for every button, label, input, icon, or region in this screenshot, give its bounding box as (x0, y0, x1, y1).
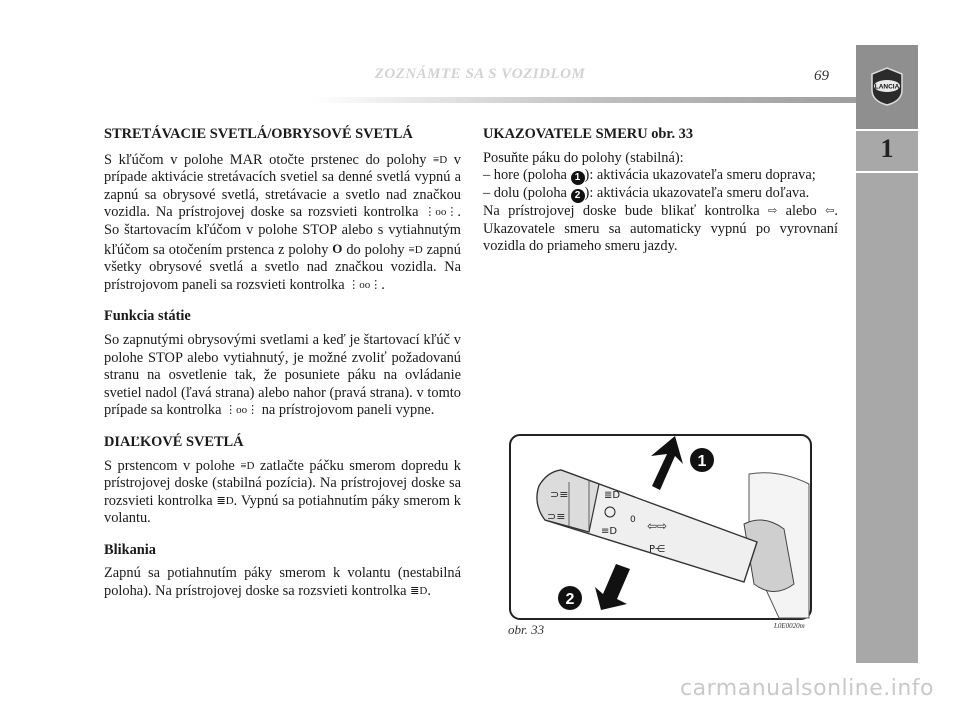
watermark: carmanualsonline.info (680, 676, 934, 701)
side-light-icon: ⋮oo⋮ (424, 206, 458, 219)
position-1-badge: 1 (571, 171, 585, 185)
side-light-icon: ⋮oo⋮ (348, 278, 382, 291)
section-number[interactable]: 1 (880, 134, 894, 163)
figure-code: L0E0020m (774, 622, 805, 630)
paragraph (104, 565, 461, 600)
text: ): aktivácia ukazovateľa smeru doprava; (584, 167, 816, 184)
running-header-title: ZOZNÁMTE SA S VOZIDLOM (374, 66, 586, 82)
text: . Vypnú sa potiahnutím páky smerom k volantu. (104, 492, 461, 527)
zero-mark: 0 (630, 515, 636, 525)
side-light-icon: ⋮oo⋮ (225, 404, 259, 417)
text: na prístrojovom paneli vypne. (261, 402, 435, 419)
parking-light-icon: P⋲ (649, 544, 666, 555)
fog-light-icon: ⊃≡ (550, 488, 569, 501)
text: . (381, 276, 385, 293)
text: alebo (785, 203, 817, 220)
lancia-logo (869, 66, 905, 106)
page-number: 69 (814, 68, 829, 84)
section-heading: UKAZOVATELE SMERU obr. 33 (483, 126, 694, 142)
tab-divider (856, 171, 918, 173)
position-1-label: 1 (697, 453, 707, 470)
turn-right-icon: ⇨ (768, 205, 778, 218)
text: – hore (poloha (483, 167, 567, 184)
low-beam-icon: ≡D (408, 243, 423, 256)
subheading: Blikania (104, 541, 156, 558)
off-position-icon: O (332, 240, 343, 256)
text: . (427, 583, 431, 600)
paragraph (104, 152, 461, 295)
low-beam-icon: ≡D (601, 526, 618, 537)
tab-divider (856, 129, 918, 131)
text: S kľúčom v polohe MAR otočte prstenec do polohy (104, 151, 427, 168)
text: . So štartovacím kľúčom v polohe STOP alebo s vytiahnutým kľúčom sa otočením prstenca z polohy (104, 204, 461, 258)
paragraph (483, 167, 838, 185)
subheading: Funkcia státie (104, 308, 191, 325)
low-beam-icon: ≡D (240, 459, 255, 472)
right-column (483, 126, 838, 256)
text: zapnú všetky obrysové svetlá a svetlo nad značkou vozidla. Na prístrojovom paneli sa rozsvieti kontrolka (104, 241, 461, 293)
stalk-illustration (509, 434, 812, 620)
paragraph: Posuňte páku do polohy (stabilná): (483, 149, 684, 166)
text: v prípade aktivácie stretávacích svetiel sa denné svetlá vypnú a zapnú sa obrysové svetlá, stretávacie a svetlo nad značkou vozidla. Na prístrojovej doske sa rozsvieti kontrolka (104, 151, 461, 221)
figure-caption: obr. 33 (508, 622, 545, 637)
header-rule (312, 97, 856, 103)
left-column (104, 126, 461, 601)
text: Zapnú sa potiahnutím páky smerom k volantu (nestabilná poloha). Na prístrojovej doske sa rozsvieti kontrolka (104, 565, 461, 600)
low-beam-icon: ≡D (433, 153, 448, 166)
paragraph (483, 203, 838, 256)
text: – dolu (poloha (483, 185, 567, 202)
section-heading: DIAĽKOVÉ SVETLÁ (104, 433, 244, 450)
high-beam-icon: ≣D (410, 585, 428, 598)
paragraph (104, 458, 461, 528)
text: S prstencom v polohe (104, 457, 235, 474)
paragraph (104, 332, 461, 420)
text: do polohy (346, 241, 405, 258)
text: zatlačte páčku smerom dopredu k prístrojovej doske (stabilná pozícia). Na prístrojovej doske sa rozsvieti kontrolka (104, 457, 461, 509)
position-2-badge: 2 (571, 189, 585, 203)
text: . Ukazovatele smeru sa automaticky vypnú po vyrovnaní vozidla do priameho smeru jazdy. (483, 203, 838, 255)
high-beam-icon: ≣D (604, 490, 621, 501)
position-2-label: 2 (565, 591, 575, 608)
text: ): aktivácia ukazovateľa smeru doľava. (584, 185, 810, 202)
turn-left-icon: ⇦ (825, 205, 835, 218)
section-heading: STRETÁVACIE SVETLÁ/OBRYSOVÉ SVETLÁ (104, 126, 413, 142)
rear-fog-icon: ⊃≡ (547, 510, 566, 523)
turn-signal-icon: ⇦⇨ (647, 519, 668, 533)
text: So zapnutými obrysovými svetlami a keď je štartovací kľúč v polohe STOP alebo vytiahnutý, je možné zvoliť požadovanú stranu na osvetlenie tak, že posuniete páku na ovládanie svetiel nadol (ľavá strana) alebo nahor (pravá strana). v tomto prípade sa kontrolka (104, 331, 461, 419)
text: Na prístrojovej doske bude blikať kontrolka (483, 203, 760, 220)
logo-text: LANCIA (874, 83, 900, 91)
high-beam-icon: ≣D (216, 494, 234, 507)
paragraph (483, 185, 838, 203)
